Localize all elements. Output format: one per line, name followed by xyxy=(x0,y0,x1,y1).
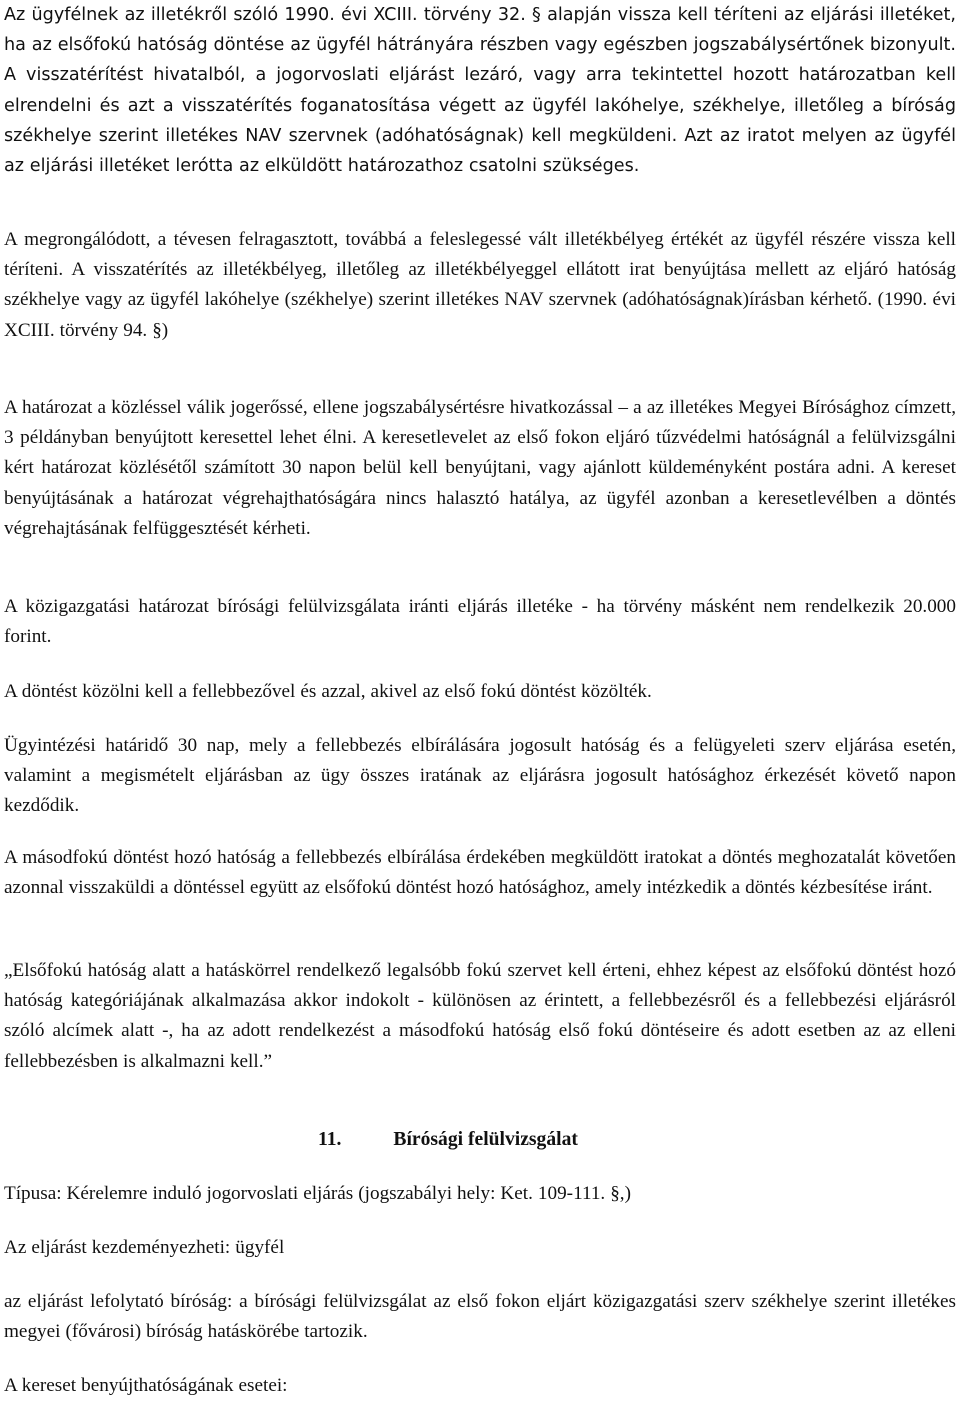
paragraph-jogerosseg: A határozat a közléssel válik jogerőssé, ellene jogszabálysértésre hivatkozással – a az illetékes Megyei Bírósághoz címzett, 3 példányban benyújtott keresettel lehet élni. A keresetlevelet az első fokon eljáró tűzvédelmi hatóságnál a felülvizsgálni kért határozat közlésétől számított 30 napon belül kell benyújtani, vagy ajánlott küldeményként postára adni. A kereset benyújtásának a határozat végrehajthatóságára nincs halasztó hatálya, az ügyfél azonban a keresetlevélben a döntés végrehajtásának felfüggesztését kérheti. xyxy=(4,397,956,539)
paragraph-illetekbelyeg: A megrongálódott, a tévesen felragasztott, továbbá a feleslegessé vált illetékbélyeg értékét az ügyfél részére vissza kell téríteni. A visszatérítés az illetékbélyeg, illetőleg az illetékbélyeggel ellátott irat benyújtása mellett az eljáró hatóság székhelye vagy az ügyfél lakóhelye (székhelye) szerint illetékes NAV szervnek (adóhatóságnak)írásban kérhető. (1990. évi XCIII. törvény 94. §) xyxy=(4,229,956,341)
paragraph-kozles: A döntést közölni kell a fellebbezővel és azzal, akivel az első fokú döntést közölték. xyxy=(4,681,652,702)
section-heading xyxy=(318,1125,578,1155)
paragraph-masodfoku-dontes: A másodfokú döntést hozó hatóság a fellebbezés elbírálása érdekében megküldött iratokat a döntés meghozatalát követően azonnal visszaküldi a döntéssel együtt az elsőfokú döntést hozó hatósághoz, amely intézkedik a döntés kézbesítése iránt. xyxy=(4,847,956,899)
paragraph-elsofoku-hatosag-idezet: „Elsőfokú hatóság alatt a hatáskörrel rendelkező legalsóbb fokú szervet kell érteni, ehhez képest az elsőfokú döntést hozó hatóság kategóriájának alkalmazása akkor indokolt - különösen az érintett, a fellebbezésről és a fellebbezési eljárásról szóló alcímek alatt -, ha az adott rendelkezést a másodfokú hatóság első fokú döntéseire és adott esetben az az elleni fellebbezésben is alkalmazni kell.” xyxy=(4,960,956,1072)
paragraph-kereset-esetei: A kereset benyújthatóságának esetei: xyxy=(4,1375,288,1396)
paragraph-kezdemenyezheti: Az eljárást kezdeményezheti: ügyfél xyxy=(4,1237,285,1258)
paragraph-eljaro-birosag: az eljárást lefolytató bíróság: a bírósági felülvizsgálat az első fokon eljárt közigazgatási szerv székhelye szerint illetékes megyei (fővárosi) bíróság hatáskörébe tartozik. xyxy=(4,1291,956,1343)
paragraph-illetek-osszeg: A közigazgatási határozat bírósági felülvizsgálata iránti eljárás illetéke - ha törvény másként nem rendelkezik 20.000 forint. xyxy=(4,596,956,648)
section-title: Bírósági felülvizsgálat xyxy=(393,1129,578,1150)
paragraph-tipusa: Típusa: Kérelemre induló jogorvoslati eljárás (jogszabályi hely: Ket. 109-111. §,) xyxy=(4,1183,631,1204)
paragraph-ugyintezesi-hatarido: Ügyintézési határidő 30 nap, mely a fellebbezés elbírálására jogosult hatóság és a felügyeleti szerv eljárása esetén, valamint a megismételt eljárásban az ügy összes iratának az eljárásra jogosult hatósághoz érkezését követő napon kezdődik. xyxy=(4,735,956,817)
section-number: 11. xyxy=(318,1129,342,1150)
paragraph-illetek-visszaterites: Az ügyfélnek az illetékről szóló 1990. évi XCIII. törvény 32. § alapján vissza kell téríteni az eljárási illetéket, ha az elsőfokú hatóság döntése az ügyfél hátrányára részben vagy egészben jogszabálysértőnek bizonyult. A visszatérítést hivatalból, a jogorvoslati eljárást lezáró, vagy arra tekintettel hozott határozatban kell elrendelni és azt a visszatérítés foganatosítása végett az ügyfél lakóhelye, székhelye, illetőleg a bíróság székhelye szerint illetékes NAV szervnek (adóhatóságnak) kell megküldeni. Azt az iratot melyen az ügyfél az eljárási illetéket lerótta az elküldött határozathoz csatolni szükséges. xyxy=(4,5,956,177)
